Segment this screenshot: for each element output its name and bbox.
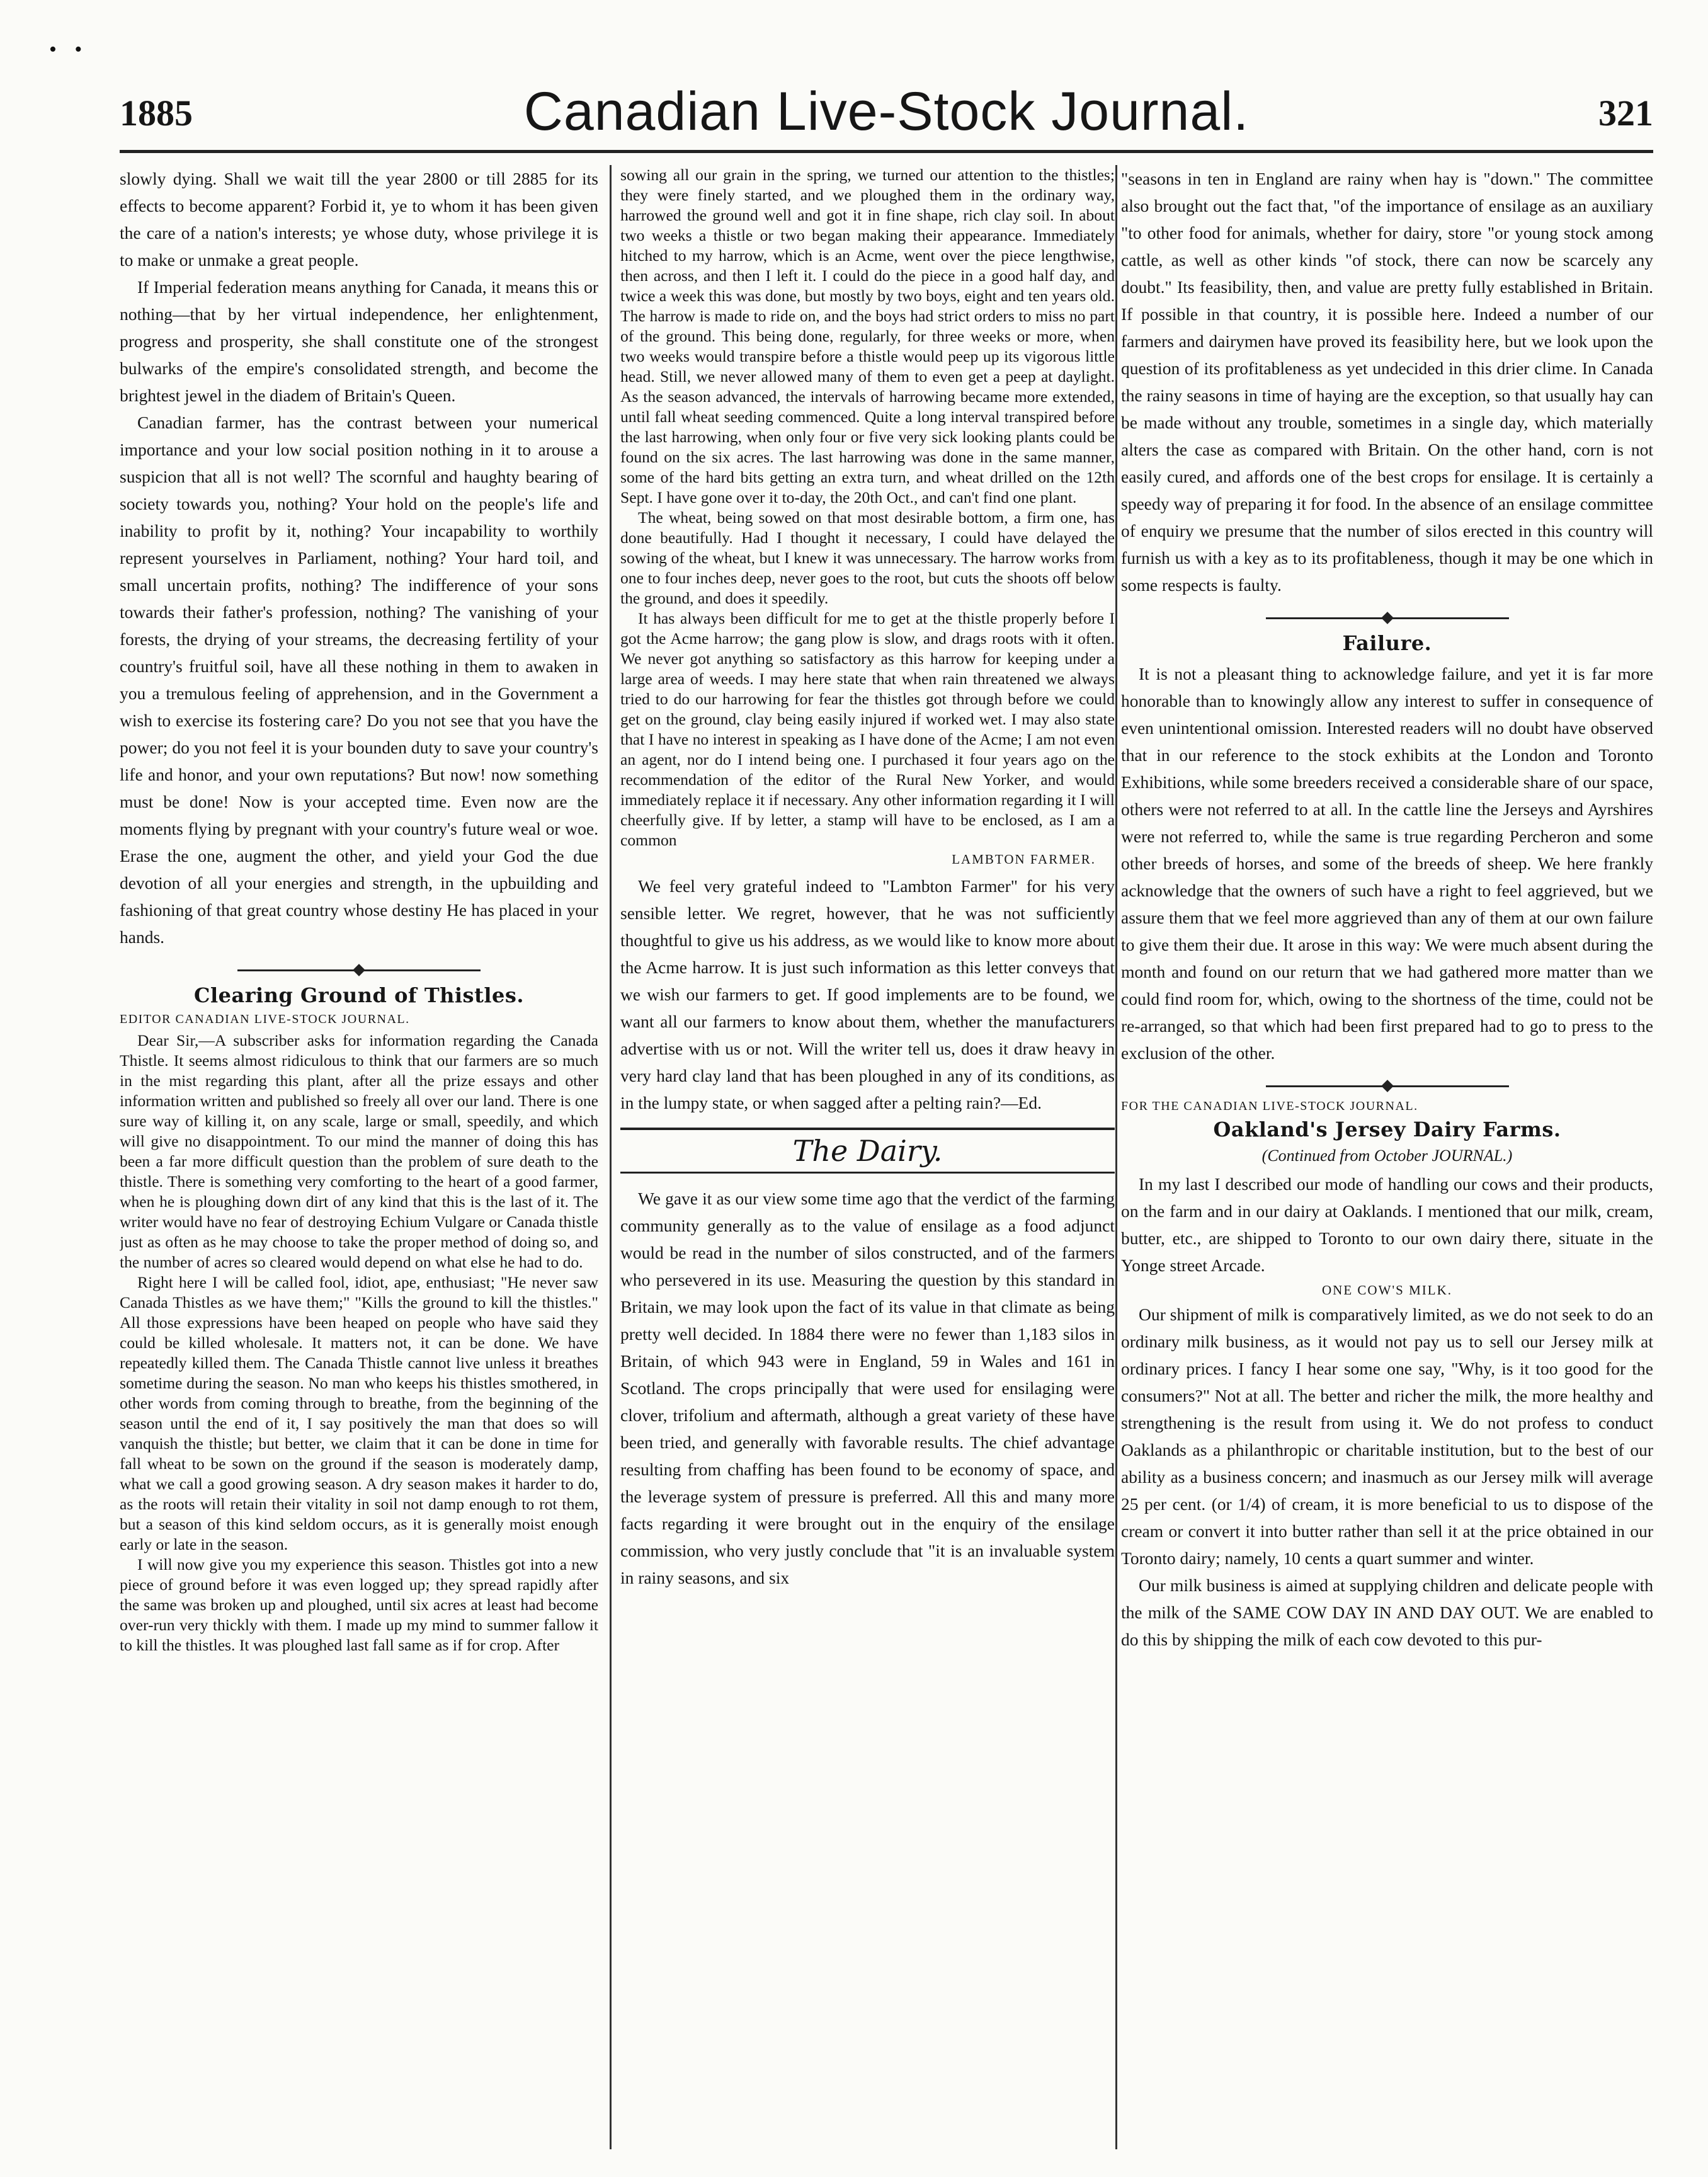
failure-heading: Failure. [1342, 631, 1432, 655]
header-rule [120, 150, 1653, 153]
failure-article [1121, 660, 1653, 1066]
column-divider-1 [610, 165, 612, 2149]
header-year: 1885 [120, 93, 193, 134]
article-paragraph: Canadian farmer, has the contrast between your numerical importance and your low social position nothing in it to arouse a suspicion that all is not well? The scornful and haughty bearing of society towards you, nothing? Your hold on the people's life and inability to profit by it, nothing? Your incapability to worthily represent yourselves in Parliament, nothing? Your hard toil, and small uncertain profits, nothing? The indifference of your sons towards their father's profession, nothing? The vanishing of your forests, the drying of your streams, the decreasing fertility of your country's fruitful soil, have all these nothing in them to awaken in you a tremulous feeling of apprehension, and in the Government a wish to exercise its fostering care? Do you not see that you have the power; do you not feel it is your bounden duty to save your country's life and honor, and your own reputations? But now! now something must be done! Now is your accepted time. Even now are the moments flying by pregnant with your country's future weal or woe. Erase the one, augment the other, and yield your God the due devotion of all your energies and strength, in the upbuilding and fashioning of that great country whose destiny He has placed in your hands. [120, 413, 598, 947]
article-paragraph: Dear Sir,—A subscriber asks for information regarding the Canada Thistle. It seems almost ridiculous to think that our farmers are so much in the mist regarding this plant, after all the prize essays and other information written and published so freely all over our land. There is one sure way of killing it, on any scale, large or small, speedily, and which will give no disappointment. To our mind the manner of doing this has been a far more difficult question than the problem of sure death to the thistle. There is something very comforting to the heart of a good farmer, when he is ploughing down dirt of any kind that this is the last of it. The writer would have no fear of destroying Echium Vulgare or Canada thistle just as often as he may choose to take the proper method of doing so, and the number of acres so cleared would depend on what else he had to do. [120, 1031, 598, 1271]
page-specks: • • [49, 38, 89, 61]
column-1 [120, 165, 598, 2137]
editor-note [620, 872, 1115, 1116]
dairy-continued [1121, 165, 1653, 598]
masthead-title: Canadian Live-Stock Journal. [523, 81, 1250, 142]
section-ornament [1121, 612, 1653, 625]
article-paragraph: Right here I will be called fool, idiot, ape, enthusiast; "He never saw Canada Thistles as we have them;" "Kills the ground to kill the thistles." All those expressions have been heaped on people who have said they could be killed wholesale. It matters not, it can be done. We have repeatedly killed them. The Canada Thistle cannot live unless it breathes sometime during the season. No man who keeps his thistles smothered, in other words from coming through to breathe, from the beginning of the season until the end of it, I say positively the man that does so will vanquish the thistle; but better, we claim that it can be done in time for fall wheat to be sown on the ground if the season is moderately damp, what we call a good growing season. A dry season makes it harder to do, as the roots will retain their vitality in soil not damp enough to rot them, but a season of this kind seldom occurs, as it is generally moist enough early or late in the season. [120, 1273, 598, 1553]
article-paragraph: I will now give you my experience this season. Thistles got into a new piece of ground before it was even logged up; they spread rapidly after the same was broken up and ploughed, until six acres at least had become over-run very thickly with them. I made up my mind to summer fallow it to kill the thistles. It was ploughed last fall same as if for crop. After [120, 1555, 598, 1654]
article-paragraph: In my last I described our mode of handling our cows and their products, on the farm and in our dairy at Oaklands. I mentioned that our milk, cream, butter, etc., are shipped to Toronto to our own dairy there, situate in the Yonge street Arcade. [1121, 1174, 1653, 1275]
column-2 [620, 165, 1115, 2137]
page-header [120, 81, 1653, 144]
section-ornament [1121, 1080, 1653, 1093]
thistles-heading: Clearing Ground of Thistles. [193, 983, 525, 1007]
dairy-heading: The Dairy. [792, 1134, 943, 1168]
federation-article [120, 165, 598, 951]
dairy-article [620, 1185, 1115, 1591]
thistles-continued [620, 165, 1115, 850]
oakland-article [1121, 1170, 1653, 1279]
oakland-byline: FOR THE CANADIAN LIVE-STOCK JOURNAL. [1121, 1099, 1418, 1113]
oakland-continued-note: (Continued from October JOURNAL.) [1261, 1146, 1513, 1165]
dairy-section-banner [620, 1128, 1115, 1174]
editor-note-text: We feel very grateful indeed to "Lambton Farmer" for his very sensible letter. We regret, however, that he was not sufficiently thoughtful to give us his address, as we would like to know more about the Acme harrow. It is just such information as this letter conveys that we wish our farmers to get. If good implements are to be found, we want all our farmers to know about them, whether the manufacturers advertise with us or not. Will the writer tell us, does it draw heavy in very hard clay land that has been ploughed in any of its conditions, as in the lumpy state, or when sagged after a pelting rain?—Ed. [620, 876, 1115, 1112]
page-number: 321 [1598, 93, 1653, 134]
article-paragraph: Our milk business is aimed at supplying children and delicate people with the milk of the SAME COW DAY IN AND DAY OUT. We are enabled to do this by shipping the milk of each cow devoted to this pur- [1121, 1575, 1653, 1649]
article-paragraph: sowing all our grain in the spring, we turned our attention to the thistles; they were finely started, and we ploughed them in the ordinary way, harrowed the ground well and got it in fine shape, rich clay soil. In about two weeks a thistle or two began making their appearance. Immediately hitched to my harrow, which is an Acme, went over the piece lengthwise, then across, and then I left it. I could do the piece in a good half day, and twice a week this was done, but mostly by two boys, eight and ten years old. The harrow is made to ride on, and the boys had strict orders to miss no part of the ground. This being done, regularly, for three weeks or more, when two weeks would transpire before a thistle would peep up its vigorous little head. Still, we never allowed many of them to even get a peep at daylight. As the season advanced, the intervals of harrowing became more extended, until fall wheat seeding commenced. Quite a long interval transpired before the last harrowing, when only four or five very sick looking plants could be found on the six acres. The last harrowing was done in the same manner, some of the hard bits getting an extra turn, and wheat drilled on the 12th Sept. I have gone over it to-day, the 20th Oct., and can't find one plant. [620, 166, 1115, 506]
article-paragraph: slowly dying. Shall we wait till the year 2800 or till 2885 for its effects to become apparent? Forbid it, ye to whom it has been given the care of a nation's interests; ye whose duty, whose privilege it is to make or unmake a great people. [120, 169, 598, 270]
column-divider-2 [1115, 165, 1117, 2149]
article-paragraph: The wheat, being sowed on that most desirable bottom, a firm one, has done beautifully. Had I thought it necessary, I could have delayed the sowing of the wheat, but I knew it was unnecessary. The harrow works from one to four inches deep, never goes to the root, but cuts the shoots off below the ground, and does it speedily. [620, 508, 1115, 607]
oakland-heading: Oakland's Jersey Dairy Farms. [1213, 1117, 1561, 1141]
section-ornament [120, 964, 598, 977]
thistles-article [120, 1031, 598, 1655]
article-paragraph: "seasons in ten in England are rainy when hay is "down." The committee also brought out the fact that, "of the importance of ensilage as an auxiliary "to other food for animals, whether for dairy, store "or young stock among cattle, as well as other kinds "of stock, there can now be scarcely any doubt." Its feasibility, then, and value are pretty fully established in Britain. If possible in that country, it is possible here. Indeed a number of our farmers and dairymen have proved its feasibility here, but we look upon the question of its profitableness as yet undecided in this drier clime. In Canada the rainy seasons in time of haying are the exception, so that usually hay can be made without any trouble, sometimes in a single day, which materially alters the case as compared with Britain. On the other hand, corn is not easily cured, and affords one of the best crops for ensilage. It is certainly a speedy way of preparing it for food. In the absence of an ensilage committee of enquiry we presume that the number of silos erected in this country will furnish us with a key as to its profitableness, though it may be one which in some respects is faulty. [1121, 169, 1653, 595]
article-paragraph: It has always been difficult for me to get at the thistle properly before I got the Acme harrow; the gang plow is slow, and drags roots with it often. We never got anything so satisfactory as this harrow for keeping under a large area of weeds. I may here state that when rain threatened we always tried to do our harrowing for fear the thistles got through before we could get on the ground, clay being easily injured if worked wet. I may also state that I have no interest in speaking as I have done of the Acme; I am not even an agent, nor do I intend being one. I purchased it four years ago on the recommendation of the editor of the Rural New Yorker, and would immediately replace it if necessary. Any other information regarding it I will cheerfully give. If by letter, a stamp will have to be enclosed, as I am a common [620, 609, 1115, 849]
article-paragraph: We gave it as our view some time ago that the verdict of the farming community generally as to the value of ensilage as a food adjunct would be read in the number of silos constructed, and of the farmers who persevered in its use. Measuring the question by this standard in Britain, we may look upon the fact of its value in that climate as being pretty well decided. In 1884 there were no fewer than 1,183 silos in Britain, of which 943 were in England, 59 in Wales and 161 in Scotland. The crops principally that were used for ensilaging were clover, trifolium and aftermath, although a great variety of these have been tried, and generally with favorable results. The chief advantage resulting from chaffing has been found to be economy of space, and the leverage system of pressure is preferred. All this and many more facts regarding it were brought out in the enquiry of the ensilage commission, who very justly conclude that "it is an invaluable system in rainy seasons, and six [620, 1189, 1115, 1587]
thistles-byline: EDITOR CANADIAN LIVE-STOCK JOURNAL. [120, 1012, 410, 1026]
article-paragraph: If Imperial federation means anything for Canada, it means this or nothing—that by her virtual independence, her enlightenment, progress and prosperity, she shall constitute one of the strongest bulwarks of the empire's consolidated strength, and become the brightest jewel in the diadem of Britain's Queen. [120, 277, 598, 405]
article-paragraph: It is not a pleasant thing to acknowledge failure, and yet it is far more honorable than to knowingly allow any interest to suffer in consequence of even unintentional omission. Interested readers will no doubt have observed that in our reference to the stock exhibits at the London and Toronto Exhibitions, while some breeders received a considerable share of our space, others were not referred to at all. In the cattle line the Jerseys and Ayrshires were not referred to, while the same is true regarding Percheron and some other breeds of horses, and some of the breeds of sheep. We here frankly acknowledge that the owners of such have a right to feel aggrieved, but we assure them that we feel more aggrieved than any of them at our own failure to give them their due. It arose in this way: We were much absent during the month and found on our return that we had gathered more matter than we could find room for, which, owing to the shortness of the time, could not be re-arranged, so that which had been first prepared had to go to press to the exclusion of the other. [1121, 664, 1653, 1063]
letter-signature: LAMBTON FARMER. [952, 852, 1096, 867]
article-paragraph: Our shipment of milk is comparatively limited, as we do not seek to do an ordinary milk business, as it would not pay us to sell our Jersey milk at ordinary prices. I fancy I hear some one say, "Why, is it too good for the consumers?" Not at all. The better and richer the milk, the more healthy and strengthening is the result from using it. We do not profess to conduct Oaklands as a philanthropic or charitable institution, but to the best of our ability as a business concern; and inasmuch as our Jersey milk will average 25 per cent. (or 1/4) of cream, it is more beneficial to us to dispose of the cream or convert it into butter rather than sell it at the price obtained in our Toronto dairy; namely, 10 cents a quart summer and winter. [1121, 1305, 1653, 1568]
one-cows-milk-subhead: ONE COW'S MILK. [1321, 1283, 1453, 1298]
milk-article [1121, 1301, 1653, 1653]
column-3 [1121, 165, 1653, 2137]
